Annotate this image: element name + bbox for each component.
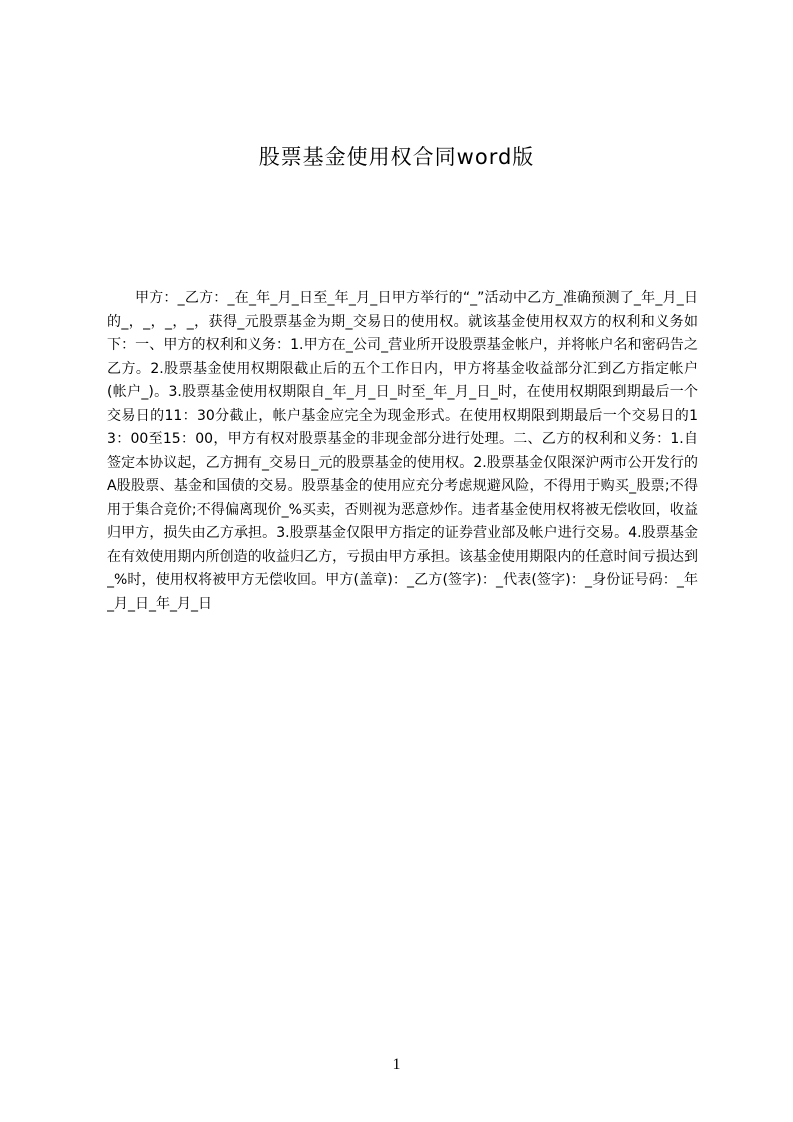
document-body-paragraph: 甲方：_乙方：_在_年_月_日至_年_月_日甲方举行的“_”活动中乙方_准确预测了_年_月_日的_，_，_，_，获得_元股票基金为期_交易日的使用权。就该基金使用权双方的权利和义务如下：一、甲方的权利和义务：1.甲方在_公司_营业所开设股票基金帐户，并将帐户名和密码告之乙方。2.股票基金使用权期限截止后的五个工作日内，甲方将基金收益部分汇到乙方指定帐户(帐户_)。3.股票基金使用权期限自_年_月_日_时至_年_月_日_时，在使用权期限到期最后一个交易日的11：30分截止，帐户基金应完全为现金形式。在使用权期限到期最后一个交易日的13：00至15：00，甲方有权对股票基金的非现金部分进行处理。二、乙方的权利和义务：1.自签定本协议起，乙方拥有_交易日_元的股票基金的使用权。2.股票基金仅限深沪两市公开发行的A股股票、基金和国债的交易。股票基金的使用应充分考虑规避风险，不得用于购买_股票;不得用于集合竞价;不得偏离现价_%买卖，否则视为恶意炒作。违者基金使用权将被无偿收回，收益归甲方，损失由乙方承担。3.股票基金仅限甲方指定的证券营业部及帐户进行交易。4.股票基金在有效使用期内所创造的收益归乙方，亏损由甲方承担。该基金使用期限内的任意时间亏损达到_%时，使用权将被甲方无偿收回。甲方(盖章)：_乙方(签字)：_代表(签字)：_身份证号码：_年_月_日_年_月_日 [107,290,698,612]
page-number: 1 [392,1056,401,1073]
document-title: 股票基金使用权合同word版 [258,145,535,169]
